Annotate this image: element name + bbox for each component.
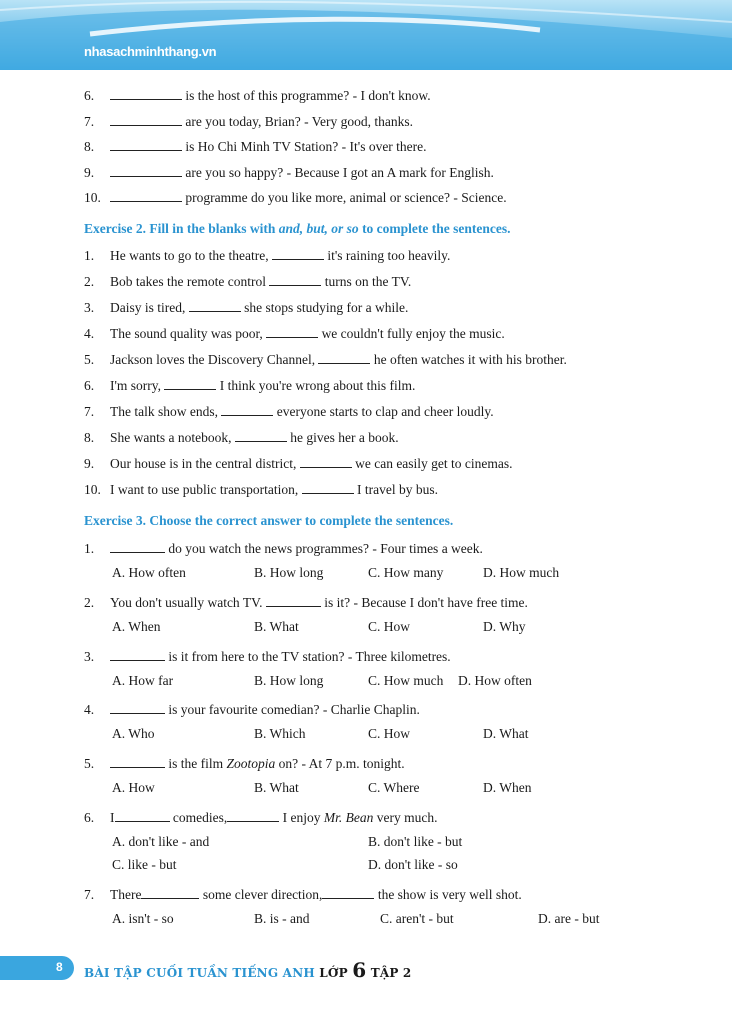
item-number: 1. xyxy=(84,541,95,556)
option-c[interactable]: C. How xyxy=(368,726,411,741)
option-c[interactable]: C. How many xyxy=(368,565,444,580)
item-number: 3. xyxy=(84,649,95,664)
question-text: do you watch the news programmes? - Four times a week. xyxy=(110,541,483,557)
answer-blank[interactable] xyxy=(269,274,321,286)
answer-blank[interactable] xyxy=(110,88,182,100)
item-number: 5. xyxy=(84,352,95,367)
question-text: There some clever direction, the show is very well shot. xyxy=(110,887,522,902)
option-c[interactable]: C. Where xyxy=(368,780,420,795)
option-d[interactable]: D. What xyxy=(483,726,529,741)
option-b[interactable]: B. How long xyxy=(254,565,324,580)
item-number: 4. xyxy=(84,326,95,341)
item-text: She wants a notebook, he gives her a book. xyxy=(110,430,399,445)
page-number: 8 xyxy=(56,960,63,974)
item-text: is Ho Chi Minh TV Station? - It's over there. xyxy=(110,139,427,155)
question-text: You don't usually watch TV. is it? - Because I don't have free time. xyxy=(110,595,528,610)
item-text: He wants to go to the theatre, it's raining too heavily. xyxy=(110,248,451,263)
item-number: 10. xyxy=(84,482,101,497)
answer-blank[interactable] xyxy=(266,326,318,338)
answer-blank[interactable] xyxy=(322,887,374,899)
answer-blank[interactable] xyxy=(115,810,170,822)
option-d[interactable]: D. don't like - so xyxy=(368,857,458,872)
question-text: is the film Zootopia on? - At 7 p.m. tonight. xyxy=(110,756,405,772)
option-d[interactable]: D. Why xyxy=(483,619,526,634)
option-d[interactable]: D. How much xyxy=(483,565,560,580)
option-c[interactable]: C. How much xyxy=(368,673,444,688)
answer-blank[interactable] xyxy=(272,248,324,260)
answer-blank[interactable] xyxy=(221,404,273,416)
answer-blank[interactable] xyxy=(318,352,370,364)
option-b[interactable]: B. is - and xyxy=(254,911,310,926)
answer-blank[interactable] xyxy=(141,887,199,899)
option-a[interactable]: A. How often xyxy=(112,565,186,580)
answer-blank[interactable] xyxy=(235,430,287,442)
item-text: is the host of this programme? - I don't know. xyxy=(110,88,431,104)
item-text: The sound quality was poor, we couldn't fully enjoy the music. xyxy=(110,326,505,341)
answer-blank[interactable] xyxy=(110,114,182,126)
item-text: Bob takes the remote control turns on the TV. xyxy=(110,274,412,289)
exercise-2-title: Exercise 2. Fill in the blanks with and, but, or so to complete the sentences. xyxy=(84,221,511,236)
option-a[interactable]: A. When xyxy=(112,619,161,634)
option-b[interactable]: B. Which xyxy=(254,726,306,741)
item-number: 8. xyxy=(84,430,95,445)
header-swoosh-decoration xyxy=(0,0,732,70)
option-b[interactable]: B. What xyxy=(254,780,299,795)
item-number: 6. xyxy=(84,378,95,393)
item-text: programme do you like more, animal or science? - Science. xyxy=(110,190,507,206)
page-header xyxy=(0,0,732,70)
item-number: 10. xyxy=(84,190,101,205)
item-number: 7. xyxy=(84,114,95,129)
item-number: 6. xyxy=(84,88,95,103)
answer-blank[interactable] xyxy=(266,595,321,607)
item-number: 7. xyxy=(84,404,95,419)
option-a[interactable]: A. Who xyxy=(112,726,155,741)
answer-blank[interactable] xyxy=(300,456,352,468)
item-text: are you so happy? - Because I got an A mark for English. xyxy=(110,165,494,181)
item-number: 6. xyxy=(84,810,95,825)
answer-blank[interactable] xyxy=(227,810,279,822)
option-d[interactable]: D. are - but xyxy=(538,911,600,926)
item-number: 2. xyxy=(84,595,95,610)
option-c[interactable]: C. like - but xyxy=(112,857,177,872)
item-number: 8. xyxy=(84,139,95,154)
answer-blank[interactable] xyxy=(164,378,216,390)
option-a[interactable]: A. How far xyxy=(112,673,174,688)
option-a[interactable]: A. don't like - and xyxy=(112,834,210,849)
question-text: is your favourite comedian? - Charlie Chaplin. xyxy=(110,702,420,718)
exercise-3-title: Exercise 3. Choose the correct answer to complete the sentences. xyxy=(84,513,454,528)
book-title: BÀI TẬP CUỐI TUẦN TIẾNG ANH LỚP 6 TẬP 2 xyxy=(84,958,412,982)
answer-blank[interactable] xyxy=(110,541,165,553)
item-text: Jackson loves the Discovery Channel, he often watches it with his brother. xyxy=(110,352,567,367)
option-b[interactable]: B. How long xyxy=(254,673,324,688)
item-text: I'm sorry, I think you're wrong about this film. xyxy=(110,378,416,393)
answer-blank[interactable] xyxy=(302,482,354,494)
item-text: I want to use public transportation, I travel by bus. xyxy=(110,482,438,497)
answer-blank[interactable] xyxy=(110,702,165,714)
item-number: 4. xyxy=(84,702,95,717)
answer-blank[interactable] xyxy=(110,190,182,202)
answer-blank[interactable] xyxy=(110,165,182,177)
item-text: are you today, Brian? - Very good, thanks. xyxy=(110,114,413,130)
option-a[interactable]: A. How xyxy=(112,780,155,795)
item-number: 9. xyxy=(84,165,95,180)
option-a[interactable]: A. isn't - so xyxy=(112,911,174,926)
item-number: 2. xyxy=(84,274,95,289)
question-text: is it from here to the TV station? - Three kilometres. xyxy=(110,649,451,665)
item-number: 5. xyxy=(84,756,95,771)
option-b[interactable]: B. What xyxy=(254,619,299,634)
answer-blank[interactable] xyxy=(110,139,182,151)
item-number: 1. xyxy=(84,248,95,263)
answer-blank[interactable] xyxy=(110,649,165,661)
question-text: I comedies, I enjoy Mr. Bean very much. xyxy=(110,810,438,825)
item-text: The talk show ends, everyone starts to clap and cheer loudly. xyxy=(110,404,494,419)
item-number: 9. xyxy=(84,456,95,471)
option-c[interactable]: C. aren't - but xyxy=(380,911,454,926)
option-d[interactable]: D. How often xyxy=(458,673,532,688)
item-text: Our house is in the central district, we can easily get to cinemas. xyxy=(110,456,513,471)
option-d[interactable]: D. When xyxy=(483,780,532,795)
item-number: 7. xyxy=(84,887,95,902)
answer-blank[interactable] xyxy=(110,756,165,768)
site-name: nhasachminhthang.vn xyxy=(84,44,217,59)
option-c[interactable]: C. How xyxy=(368,619,411,634)
item-number: 3. xyxy=(84,300,95,315)
option-b[interactable]: B. don't like - but xyxy=(368,834,463,849)
item-text: Daisy is tired, she stops studying for a while. xyxy=(110,300,409,315)
answer-blank[interactable] xyxy=(189,300,241,312)
